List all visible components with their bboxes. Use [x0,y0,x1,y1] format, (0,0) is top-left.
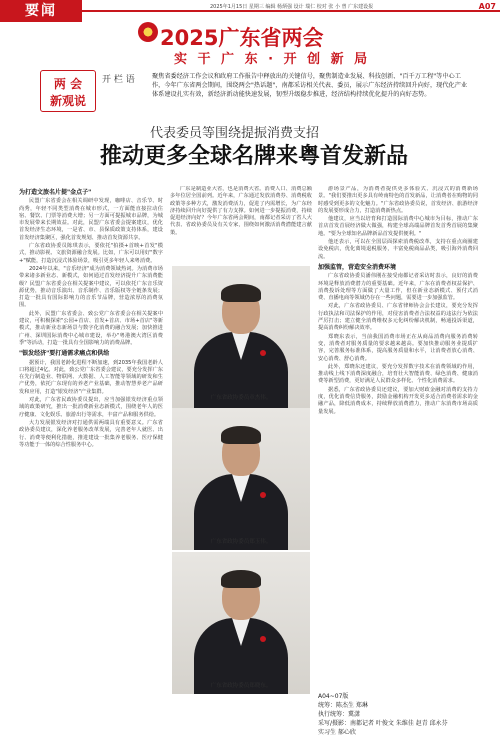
column-label [40,70,96,112]
portrait-photo [172,552,310,694]
credits-reporters: 采写/摄影：南都记者 叶俊文 朱维佳 赵青 邱永芬 [318,720,448,727]
paragraph: 他建议，应当以培育和打造国际消费中心城市为目标，推动广东首店首发首展经济做大做强，构建全球高端品牌首发首秀首展的集聚地。"要为全球知名品牌新品首发提供便利。" [318,216,478,237]
photo-caption: 广东省政协委员郑玉伟。 [210,539,272,545]
credits-interns: 实习生 郝心欣 [318,729,356,736]
paragraph: 据悉，广东省政协委员还建议，要加大财政金融对消费的支持力度，优化消费信贷服务，鼓励金融机构开发更多适合消费者需求的金融产品，降低消费成本，持续释放消费潜力，推动广东消费市场高质量发展。 [318,386,478,415]
article-column-2 [170,186,312,266]
paragraph: 据预计，我国老龄化进程不断加速，到2035年我国老龄人口将超过4亿。对此，致公党广东省委会建议，要充分发挥广东在先行制造业、物联网、大数据、人工智能等领域的研发和生产优势，依托广东现有的养老产业基础，推动智慧养老产品研发和应用，打造"银发经济"产业集群。 [19,359,163,395]
editor-note-text: 聚焦省委经济工作会议和政府工作报告中释放出的关键信号，聚焦制造业发展、科技创新、"百千万工程"等中心工作，今年广东省两会期间，围绕两会"热话题"，南都采访相关代表、委员，展示广东经济持续回升向好，现代化产业体系建设扎实有效，新经济新动能快速发展，韧型升级稳步推进，经济结构持续优化提升的向好态势。 [152,73,468,98]
article-column-3 [318,186,478,686]
editor-note-label: 开 栏 语 [102,75,135,85]
page-number: A07 [478,2,496,11]
paragraph: 郑晓东表示，当前我国消费市场正在从商品消费向服务消费转变，消费者对服务质量的要求越来越高。要加快推动服务业提质扩容，完善服务标准体系，提高服务质量和水平，让消费者放心消费、安心消费、舒心消费。 [318,333,478,362]
paragraph: 民盟广东省委会在相关调研中发现，咖啡店、音乐节、时尚秀，年轻不同类型消费在城市形式，一方面能直接拉动住宿、餐饮、门票等消费大增；另一方面可提振城市品牌，为城市发展带来长期效益。对此，民盟广东省委会提案建议，优化首发经济生态环境，一是省、市、县保质政策支持体系，建设首发经济集聚区，强化首发规划、推动首发资源共享。 [19,198,163,241]
article-headline: 推动更多全球名牌来粤首发新品 [99,144,408,169]
paragraph: 广东省政协委员陈琪表示，要依托"拍摄+首映+首发"模式，推动影视、文旅资源融合发展。比如，广东可以用好"数字+"赋能，打造沉浸式体验场景，吸引更多年轻人来粤消费。 [19,243,163,264]
paragraph: 对此，广东省政协委员、广东省律师协会会长建议，要充分发挥行政执法和司法保护的作用，对侵害消费者合法权益的违法行为依法严厉打击；建立健全消费维权多元化纠纷解决机制，畅通投诉渠道，提高消费纠纷解决效率。 [318,303,478,332]
column-label-line1: 两 会 [53,77,83,91]
paragraph: 大力发展银发经济对打通供需两端具有重要意义。广东省政协委员建议，深化养老服务改革发展，完善老年人就医、出行、消费等便利化措施，推进建设一批集养老服务、医疗保健等功能于一体的综合性服务中心。 [19,419,163,448]
header-meta: 2025年1月15日 星期三 编辑 杨炳强 设计 瑞仁 校对 张 小 曾 广东建设报 [210,4,374,10]
credits-page-tag: A04~07版 [318,693,349,700]
banner-title: 2025广东省两会 [160,26,324,50]
paragraph: 此外，郑晓东还建议，要充分发挥数字技术在消费领域的作用，推动线上线下消费深度融合，培育壮大智能消费、绿色消费、健康消费等新型消费，更好满足人民群众多样化、个性化消费需求。 [318,363,478,385]
page-header [0,0,500,22]
article-column-1 [19,186,163,746]
paragraph: 2024年以来，"音乐经济"成为消费领域热词。为消费市场带来诸多新业态、新模式，如何通过首发经济提升广东消费能级？民盟广东省委会在相关提案中建议，可以依托广东音乐资源优势，推动音乐演出、音乐制作、音乐版权等全链条发展；打造一批具有国际影响力的音乐节品牌，营造浓厚的消费氛围。 [19,265,163,309]
paragraph: 他还表示，可以在全国层面探索消费税改革，支持在重点商圈建设免税店，优化离境退税服务，丰富免税商品品类，吸引海外消费回流。 [318,239,478,260]
credits [318,692,478,737]
subheading: "银发经济"要打通需求痛点和供给 [19,350,110,358]
header-rule [82,10,500,12]
banner [98,20,398,66]
paragraph: 广东是制造业大省，也是消费大省。消费人口、消费总额多年位居全国前列。近年来，广东通过发放消费券、消费税收政策等多种方式，激发消费活力，促进了内需增长，为广东经济持续回升向好提供了有力支撑。如何进一步提振消费，持续促进经济向好？今年广东省两会期间，南都记者采访了省人大代表、省政协委员及有关专家，围绕如何激活消费潜能建言献策。 [170,186,312,236]
credits-executive: 执行统筹：冀潇 [318,711,361,718]
section-tag: 要闻 [0,0,82,22]
photo-caption: 广东省政协委员章杰伟。 [210,395,272,401]
subheading: 加强监管，营造安全消费环境 [318,263,397,271]
banner-subtitle: 实 干 广 东 · 开 创 新 局 [174,52,371,67]
portrait-photo [172,266,310,408]
emblem-icon [138,22,158,42]
photo-caption: 广东省政协委员郑晓东。 [210,683,272,689]
paragraph: 此外，民盟广东省委会、致公党广东省委会在相关提案中建议，可积极探索"公园+首店、首发+首店、市场+首店"等新模式，推动新业态新场景与数字化消费的融合发展；加快推进广州、深圳国际消费中心城市建设，举办"粤港澳大湾区消费季"等活动，打造一批具有全国影响力的消费品牌。 [19,310,163,346]
paragraph: 对此，广东省民政协委员提出，应当加强银发经济重点领域的政策研究，推出一批消费新业态新模式，围绕老年人的医疗健康、文化娱乐、旅游出行等需求，丰富产品和服务供给。 [19,397,163,418]
column-label-line2: 新观说 [49,94,86,108]
paragraph: 游场景产品，为消费者提供更多体验式、沉浸式的消费新场景。"我们要推出更多具有岭南特色的首发新品，让消费者在购物的同时感受到更多的文化魅力。"广东省政协委员说，首发经济、旅游经济的发展要形成合力，打造消费新热点。 [318,186,478,214]
subheading: 为打造文旅名片提"金点子" [19,189,92,196]
paragraph: 广东省政协委员潘伟刚在接受南都记者采访时表示，良好的消费环境是释放消费潜力的重要基础。近年来，广东在消费者权益保护、消费投诉处理等方面做了大量工作，但在新业态新模式、预付式消费、直播电商等领域仍存在一些问题，需要进一步加强监管。 [318,273,478,302]
credits-planner: 统筹：陈杰生 郑琳 [318,702,368,709]
portrait-photo [172,408,310,550]
article-kicker: 代表委员等围绕提振消费支招 [150,126,320,141]
